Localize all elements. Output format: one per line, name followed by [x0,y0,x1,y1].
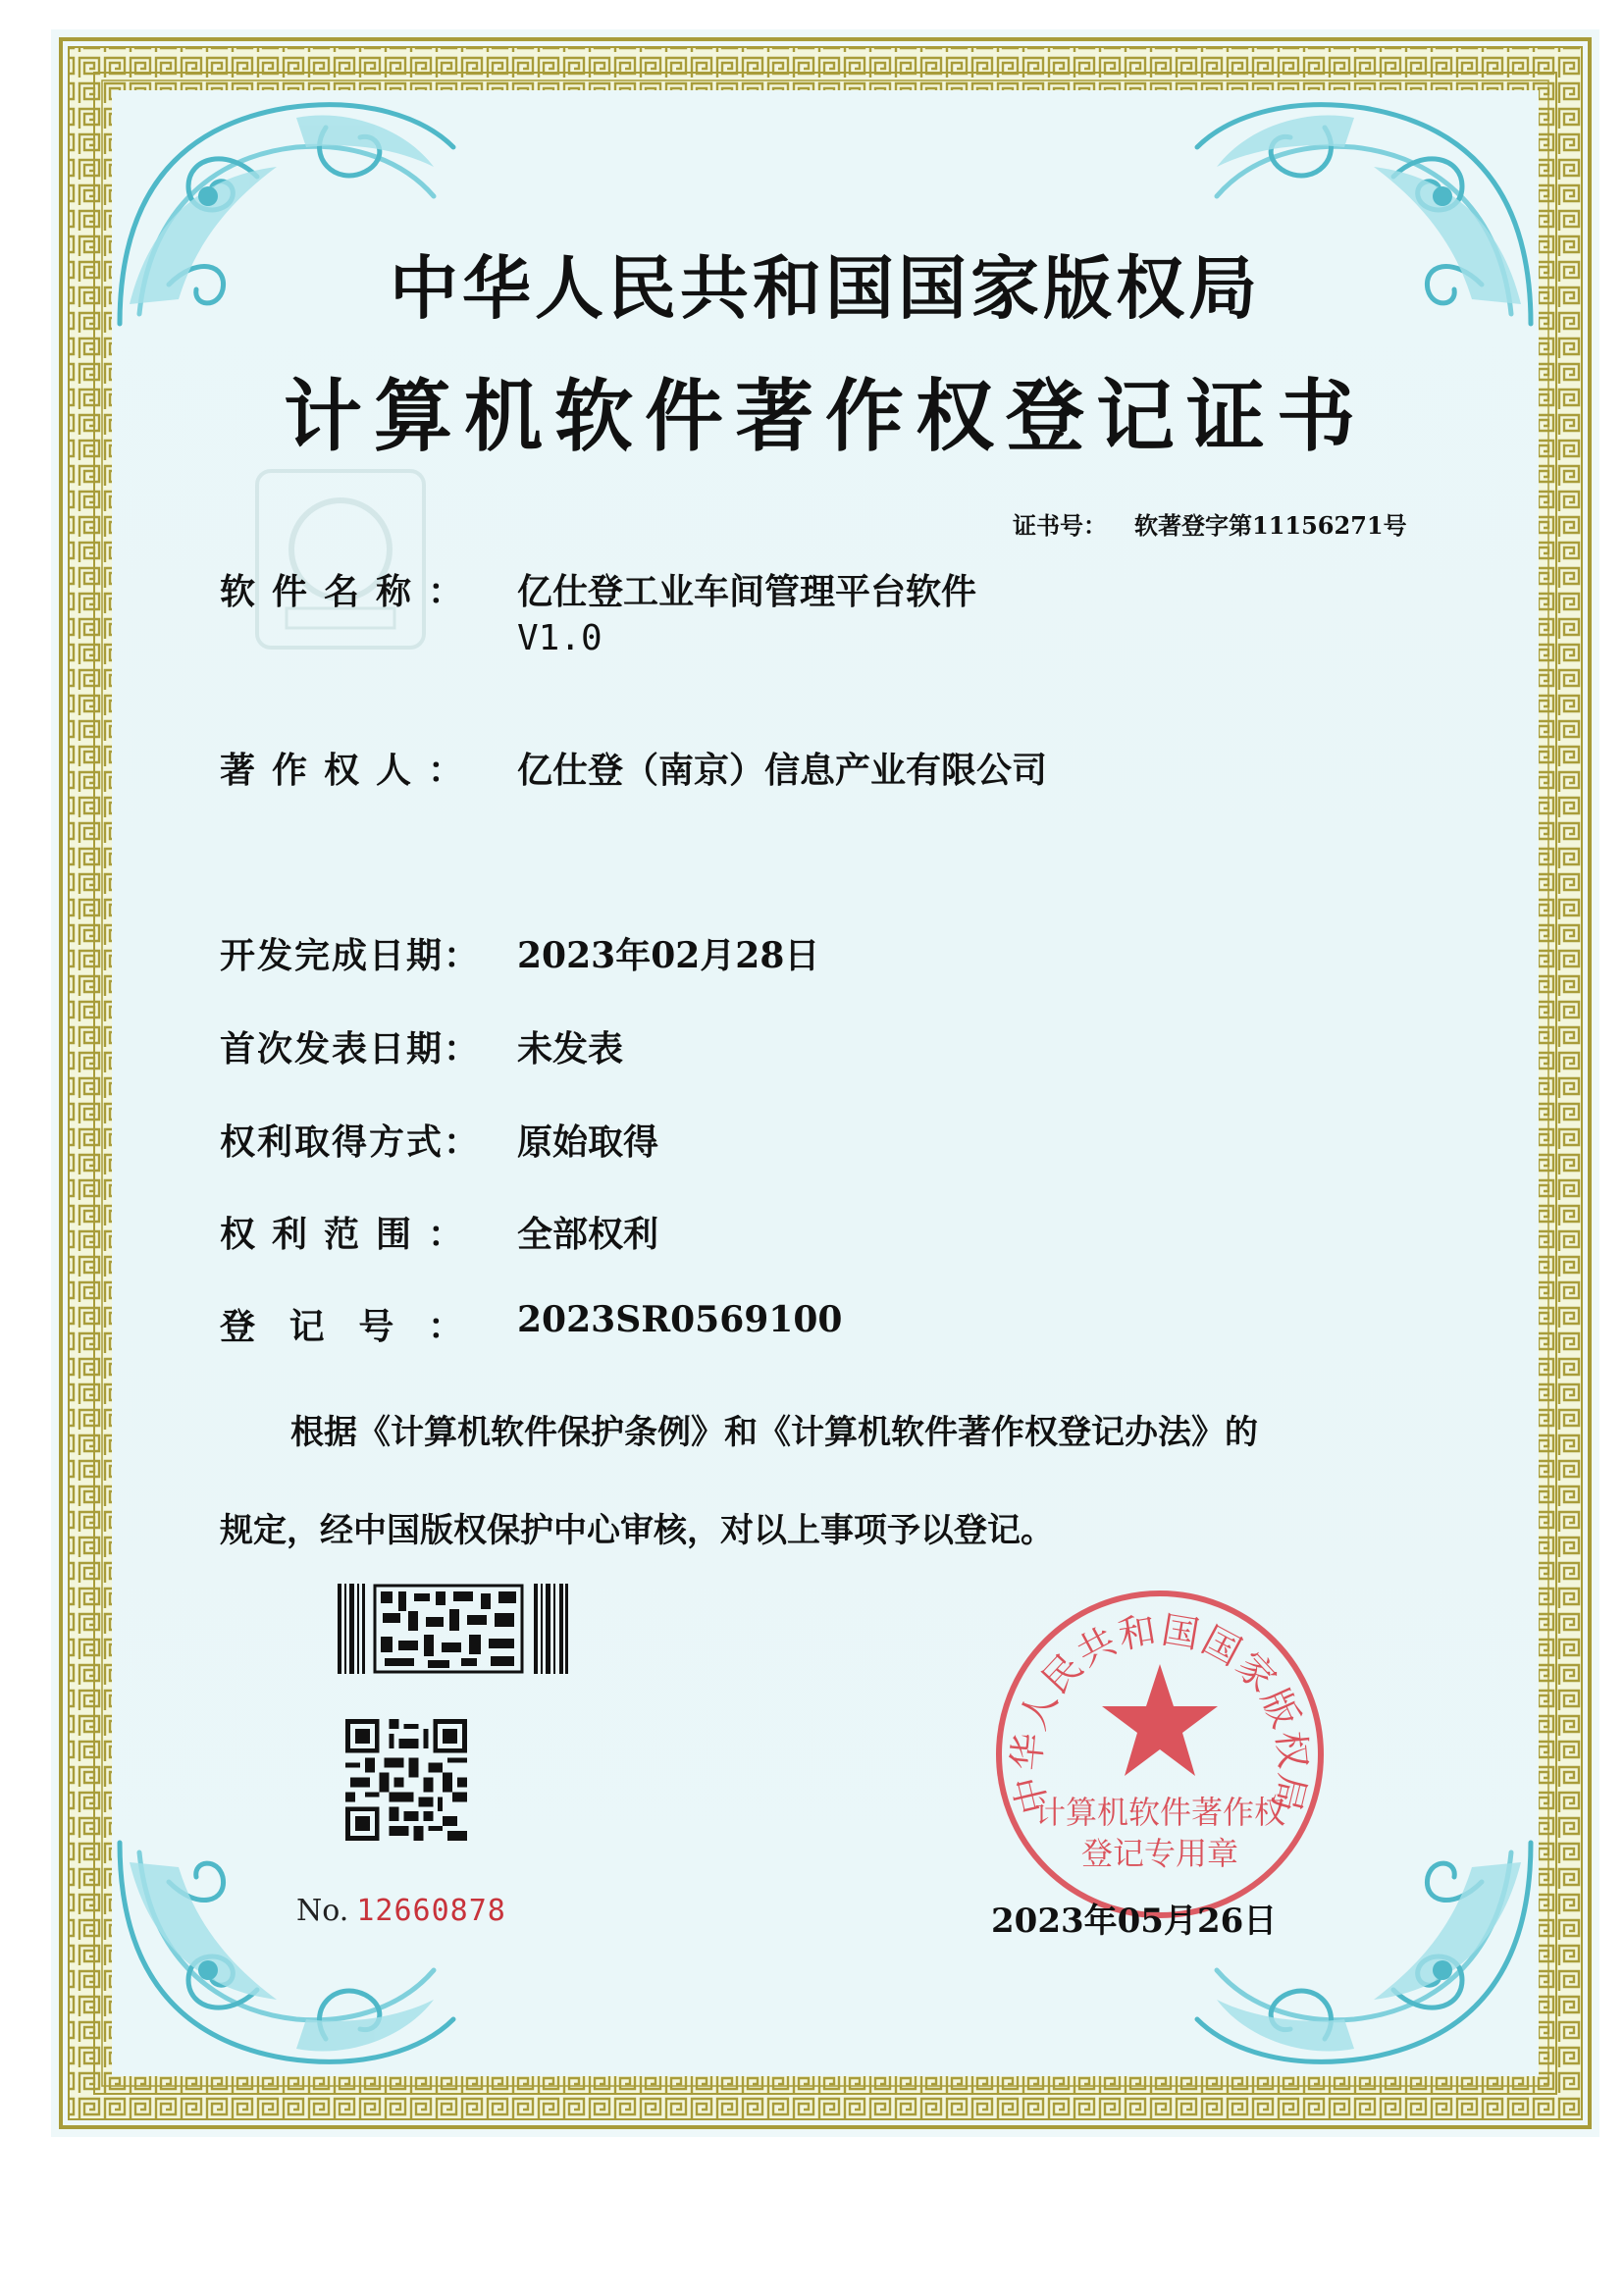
corner-ornament-icon [110,1833,463,2078]
issue-date: 2023年05月26日 [991,1902,1278,1941]
owner-value: 亿仕登（南京）信息产业有限公司 [517,750,1048,791]
seal-outer-text: 中华人民共和国国家版权局 [1004,1607,1316,1818]
star-icon [1102,1664,1218,1776]
scope-row [220,1207,465,1257]
certificate-sheet [51,29,1599,2137]
owner-row [220,743,465,793]
certificate-number-label: 证书号： [1013,511,1107,540]
publish-date-label: 首次发表日期： [220,1028,482,1069]
acquire-method-label: 权利取得方式： [220,1121,482,1163]
certificate-number-value: 软著登字第11156271号 [1134,511,1407,540]
barcode-icon [338,1584,569,1674]
acquire-method-value: 原始取得 [517,1121,659,1163]
serial-number [296,1894,506,1928]
dev-date-value: 2023年02月28日 [517,935,820,976]
embossed-stamp-icon [247,461,434,657]
statement-line-2: 规定，经中国版权保护中心审核，对以上事项予以登记。 [220,1511,1054,1550]
statement-line-1: 根据《计算机软件保护条例》和《计算机软件著作权登记办法》的 [290,1413,1258,1452]
software-name-label: 软件名称： [220,571,465,612]
qr-code-icon [345,1719,467,1841]
software-version: V1.0 [517,618,602,658]
scope-value: 全部权利 [517,1214,659,1255]
owner-label: 著作权人： [220,750,465,791]
software-name-value: 亿仕登工业车间管理平台软件 [517,571,977,612]
serial-prefix: No. [296,1894,349,1928]
reg-no-value: 2023SR0569100 [517,1299,843,1340]
reg-no-row [220,1299,465,1349]
serial-number-value: 12660878 [356,1894,506,1928]
publish-date-value: 未发表 [517,1028,624,1069]
dev-date-label: 开发完成日期： [220,935,482,976]
certificate-number [1013,506,1407,541]
scope-label: 权利范围： [220,1214,465,1255]
issuing-authority: 中华人民共和国国家版权局 [390,247,1261,329]
official-seal [993,1588,1327,1921]
certificate-title: 计算机软件著作权登记证书 [284,370,1367,462]
seal-inner-line-2: 登记专用章 [1080,1835,1239,1872]
reg-no-label: 登记号： [220,1306,465,1347]
software-name-row [220,564,465,614]
seal-inner-line-1: 计算机软件著作权 [1033,1794,1286,1831]
